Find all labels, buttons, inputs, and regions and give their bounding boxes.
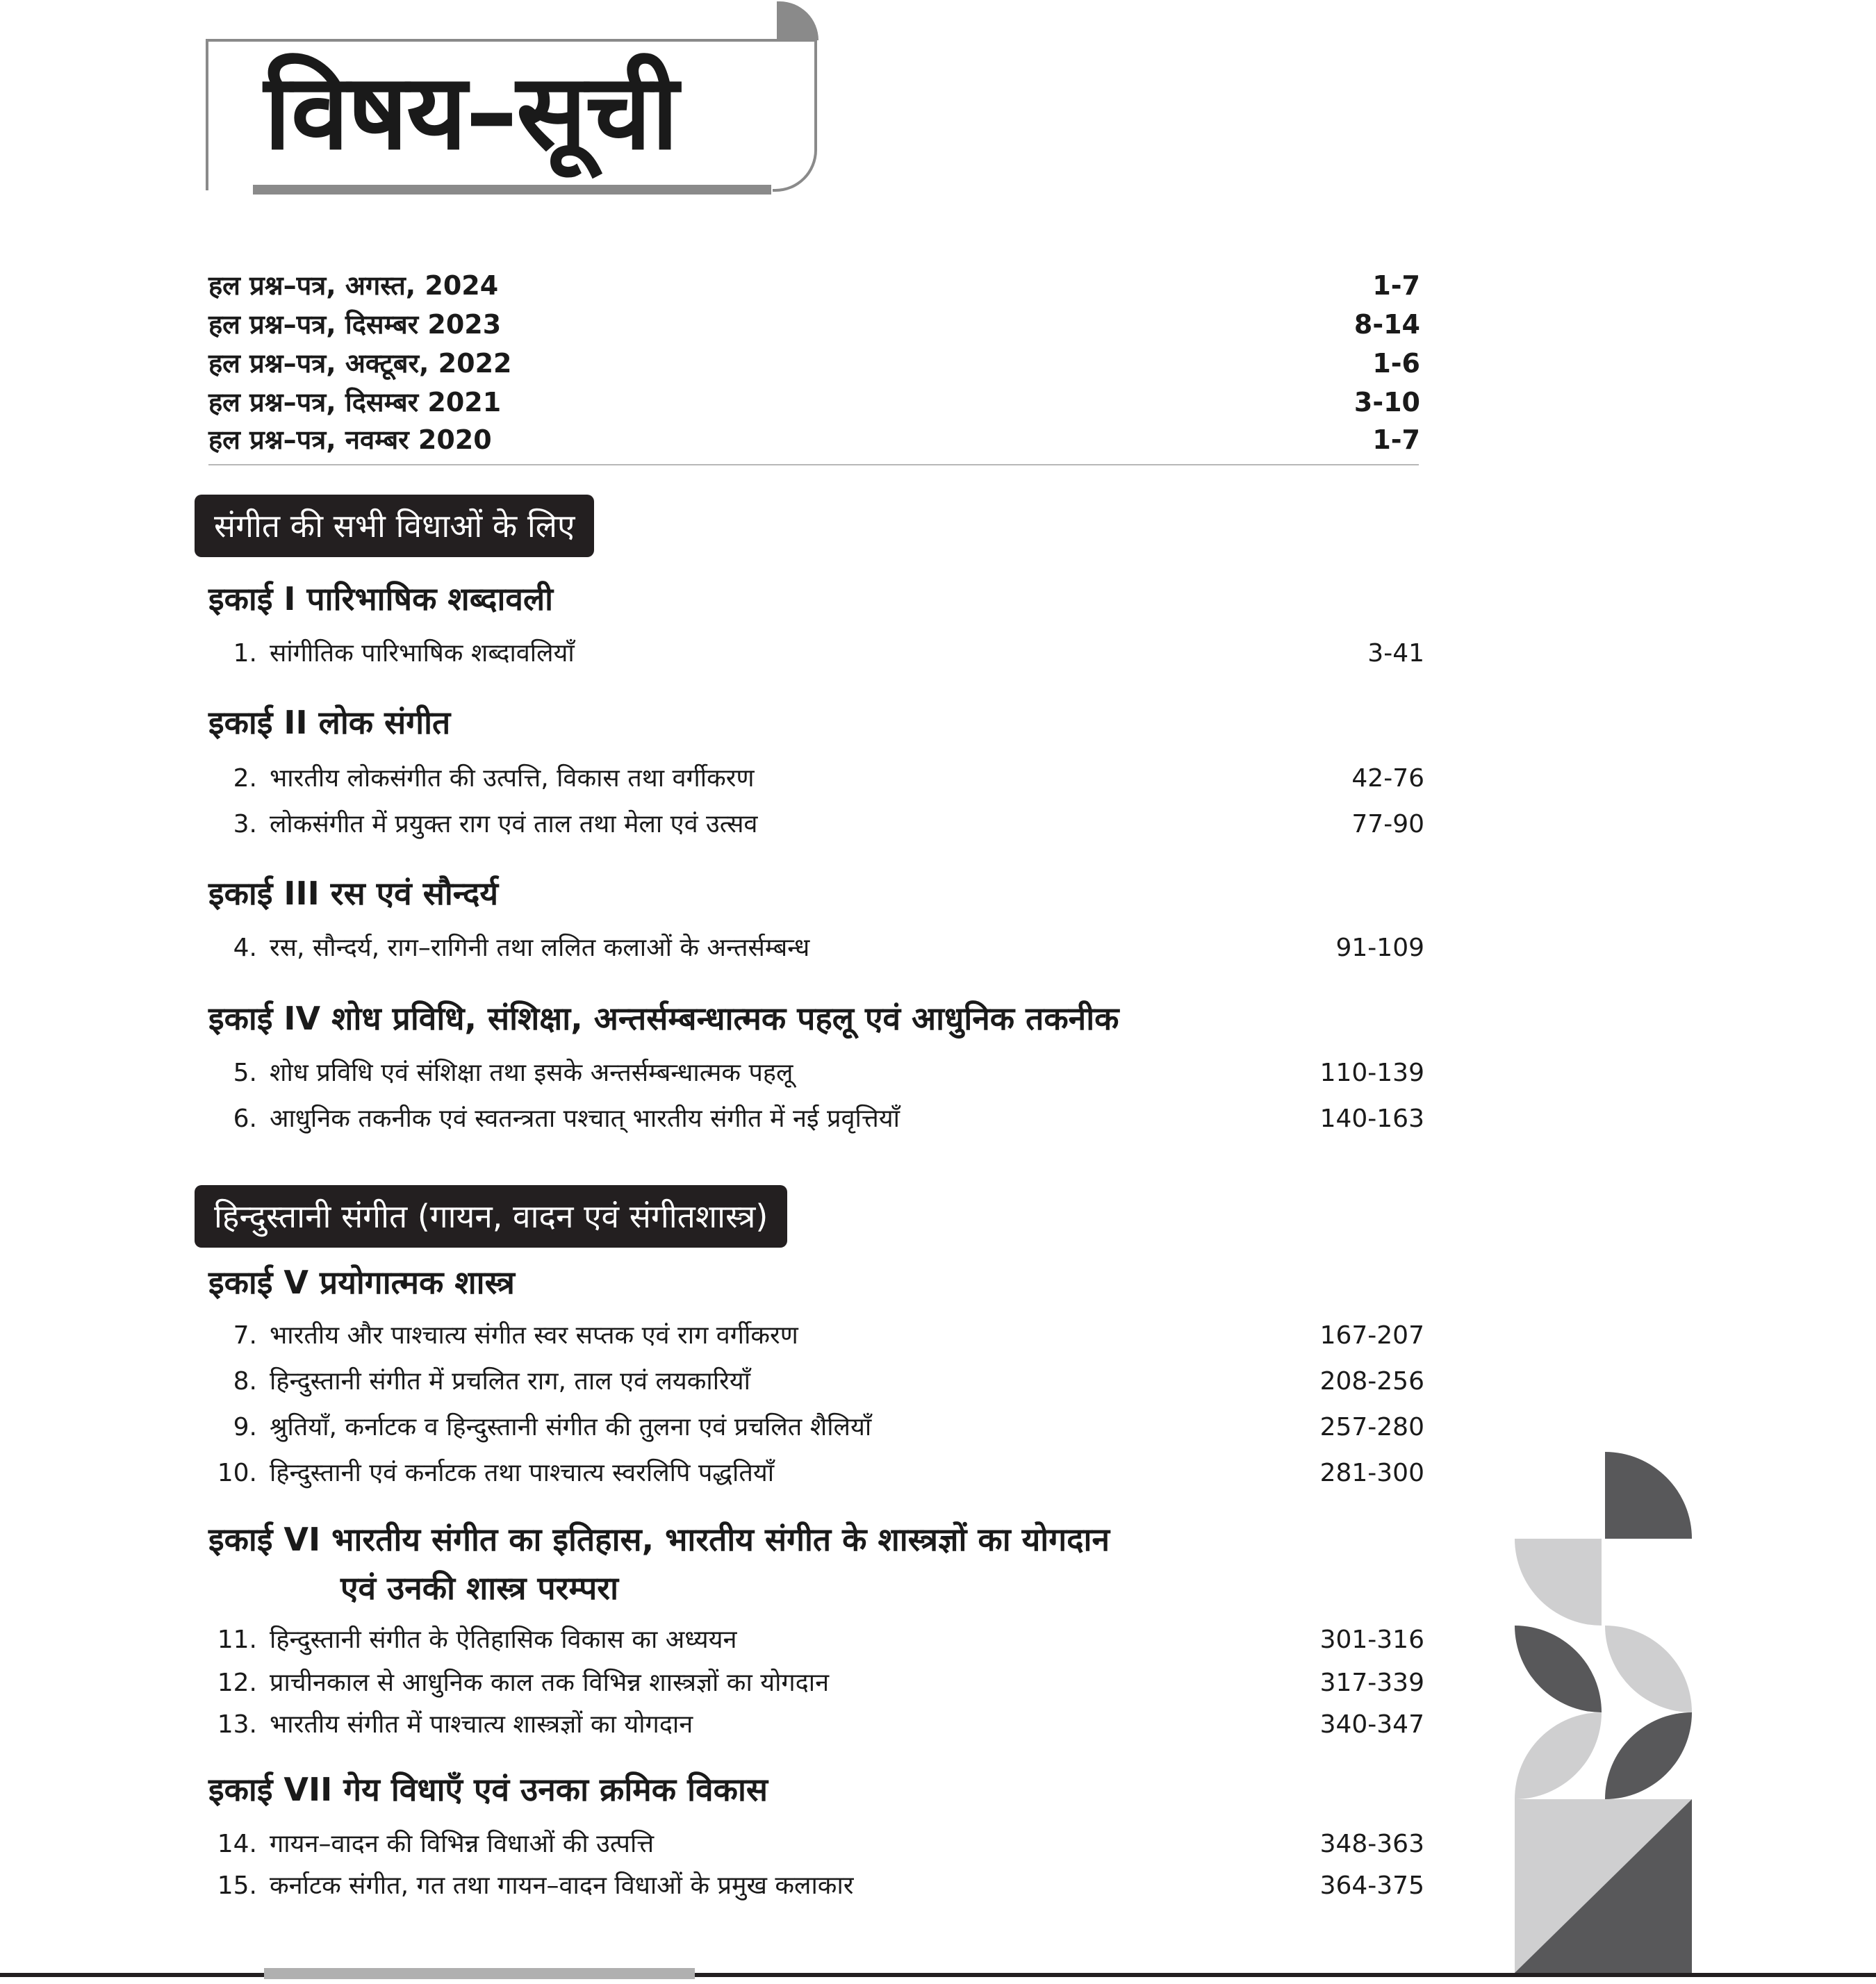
- chapter-pages: 3-41: [1367, 639, 1424, 668]
- chapter-number: 6.: [233, 1105, 257, 1133]
- chapter-title: हिन्दुस्तानी संगीत के ऐतिहासिक विकास का अध्ययन: [270, 1626, 737, 1654]
- chapter-pages: 42-76: [1351, 764, 1424, 793]
- chapter-number: 13.: [217, 1710, 257, 1739]
- chapter-title: सांगीतिक पारिभाषिक शब्दावलियाँ: [270, 639, 575, 668]
- section-banner: संगीत की सभी विधाओं के लिए: [195, 495, 594, 557]
- unit-heading: इकाई III रस एवं सौन्दर्य: [208, 875, 499, 912]
- paper-pages: 1-7: [1372, 270, 1420, 301]
- chapter-title: गायन–वादन की विभिन्न विधाओं की उत्पत्ति: [270, 1830, 655, 1858]
- chapter-pages: 301-316: [1319, 1626, 1424, 1654]
- chapter-title: कर्नाटक संगीत, गत तथा गायन–वादन विधाओं के प्रमुख कलाकार: [270, 1871, 854, 1900]
- chapter-row[interactable]: [215, 1102, 1424, 1136]
- chapter-row[interactable]: [215, 1666, 1424, 1701]
- chapter-pages: 167-207: [1319, 1321, 1424, 1350]
- chapter-number: 1.: [233, 639, 257, 668]
- chapter-pages: 91-109: [1335, 934, 1424, 962]
- chapter-title: आधुनिक तकनीक एवं स्वतन्त्रता पश्चात् भारतीय संगीत में नई प्रवृत्तियाँ: [270, 1105, 900, 1133]
- chapter-number: 10.: [217, 1459, 257, 1487]
- paper-label: हल प्रश्न–पत्र, दिसम्बर 2021: [208, 387, 502, 418]
- paper-label: हल प्रश्न–पत्र, अक्टूबर, 2022: [208, 348, 512, 379]
- chapter-pages: 208-256: [1319, 1367, 1424, 1396]
- chapter-number: 15.: [217, 1871, 257, 1900]
- section-banner-subtitle: (गायन, वादन एवं संगीतशास्त्र): [417, 1198, 768, 1235]
- chapter-row[interactable]: [215, 761, 1424, 796]
- section-banner: [195, 1185, 787, 1248]
- paper-row[interactable]: [208, 268, 1420, 303]
- paper-label: हल प्रश्न–पत्र, अगस्त, 2024: [208, 270, 499, 301]
- chapter-row[interactable]: [215, 1318, 1424, 1353]
- chapter-number: 7.: [233, 1321, 257, 1350]
- unit-heading: इकाई II लोक संगीत: [208, 704, 451, 741]
- footer-accent: [264, 1968, 695, 1979]
- chapter-pages: 281-300: [1319, 1459, 1424, 1487]
- unit-heading: इकाई VII गेय विधाएँ एवं उनका क्रमिक विकास: [208, 1771, 768, 1808]
- paper-row[interactable]: [208, 307, 1420, 342]
- chapter-row[interactable]: [215, 1410, 1424, 1445]
- chapter-title: हिन्दुस्तानी एवं कर्नाटक तथा पाश्चात्य स्वरलिपि पद्धतियाँ: [270, 1459, 775, 1487]
- chapter-pages: 77-90: [1351, 810, 1424, 838]
- unit-heading: इकाई IV शोध प्रविधि, संशिक्षा, अन्तर्सम्बन्धात्मक पहलू एवं आधुनिक तकनीक: [208, 1000, 1119, 1037]
- chapter-number: 4.: [233, 934, 257, 962]
- title-frame-curve: [773, 39, 817, 192]
- paper-pages: 1-7: [1372, 424, 1420, 455]
- chapter-number: 12.: [217, 1669, 257, 1697]
- unit-heading: इकाई V प्रयोगात्मक शास्त्र: [208, 1264, 515, 1301]
- chapter-number: 3.: [233, 810, 257, 838]
- chapter-title: लोकसंगीत में प्रयुक्त राग एवं ताल तथा मेला एवं उत्सव: [270, 810, 758, 838]
- paper-pages: 3-10: [1353, 387, 1420, 418]
- chapter-number: 14.: [217, 1830, 257, 1858]
- chapter-pages: 110-139: [1319, 1059, 1424, 1087]
- chapter-title: रस, सौन्दर्य, राग–रागिनी तथा ललित कलाओं के अन्तर्सम्बन्ध: [270, 934, 810, 962]
- chapter-row[interactable]: [215, 1708, 1424, 1742]
- chapter-pages: 348-363: [1319, 1830, 1424, 1858]
- chapter-pages: 257-280: [1319, 1413, 1424, 1441]
- chapter-title: हिन्दुस्तानी संगीत में प्रचलित राग, ताल एवं लयकारियाँ: [270, 1367, 750, 1396]
- chapter-title: भारतीय लोकसंगीत की उत्पत्ति, विकास तथा वर्गीकरण: [270, 764, 755, 793]
- chapter-title: श्रुतियाँ, कर्नाटक व हिन्दुस्तानी संगीत की तुलना एवं प्रचलित शैलियाँ: [270, 1413, 872, 1441]
- chapter-pages: 140-163: [1319, 1105, 1424, 1133]
- geometric-decoration-icon: [1515, 1452, 1695, 1973]
- chapter-number: 2.: [233, 764, 257, 793]
- unit-heading: इकाई I पारिभाषिक शब्दावली: [208, 580, 554, 618]
- paper-label: हल प्रश्न–पत्र, नवम्बर 2020: [208, 424, 492, 455]
- unit-heading-continued: एवं उनकी शास्त्र परम्परा: [340, 1569, 618, 1607]
- page-title: विषय–सूची: [264, 52, 677, 173]
- chapter-number: 11.: [217, 1626, 257, 1654]
- chapter-row[interactable]: [215, 1364, 1424, 1399]
- paper-pages: 1-6: [1372, 348, 1420, 379]
- paper-row[interactable]: [208, 385, 1420, 420]
- title-tab-decoration: [777, 1, 818, 40]
- paper-row[interactable]: [208, 346, 1420, 381]
- chapter-row[interactable]: [215, 1827, 1424, 1862]
- chapter-pages: 364-375: [1319, 1871, 1424, 1900]
- chapter-title: भारतीय संगीत में पाश्चात्य शास्त्रज्ञों का योगदान: [270, 1710, 693, 1739]
- chapter-pages: 340-347: [1319, 1710, 1424, 1739]
- unit-heading: इकाई VI भारतीय संगीत का इतिहास, भारतीय संगीत के शास्त्रज्ञों का योगदान: [208, 1521, 1110, 1558]
- paper-label: हल प्रश्न–पत्र, दिसम्बर 2023: [208, 309, 502, 340]
- chapter-number: 5.: [233, 1059, 257, 1087]
- paper-pages: 8-14: [1353, 309, 1420, 340]
- title-underline: [253, 185, 771, 195]
- chapter-number: 8.: [233, 1367, 257, 1396]
- chapter-title: भारतीय और पाश्चात्य संगीत स्वर सप्तक एवं राग वर्गीकरण: [270, 1321, 798, 1350]
- chapter-row[interactable]: [215, 1056, 1424, 1091]
- chapter-row[interactable]: [215, 1869, 1424, 1903]
- chapter-row[interactable]: [215, 1456, 1424, 1491]
- chapter-row[interactable]: [215, 1623, 1424, 1658]
- chapter-number: 9.: [233, 1413, 257, 1441]
- divider: [208, 464, 1419, 465]
- chapter-row[interactable]: [215, 636, 1424, 671]
- chapter-title: प्राचीनकाल से आधुनिक काल तक विभिन्न शास्त्रज्ञों का योगदान: [270, 1669, 830, 1697]
- paper-row[interactable]: [208, 422, 1420, 457]
- chapter-title: शोध प्रविधि एवं संशिक्षा तथा इसके अन्तर्सम्बन्धात्मक पहलू: [270, 1059, 793, 1087]
- chapter-row[interactable]: [215, 807, 1424, 842]
- chapter-pages: 317-339: [1319, 1669, 1424, 1697]
- section-banner-title: हिन्दुस्तानी संगीत: [214, 1198, 408, 1235]
- chapter-row[interactable]: [215, 931, 1424, 966]
